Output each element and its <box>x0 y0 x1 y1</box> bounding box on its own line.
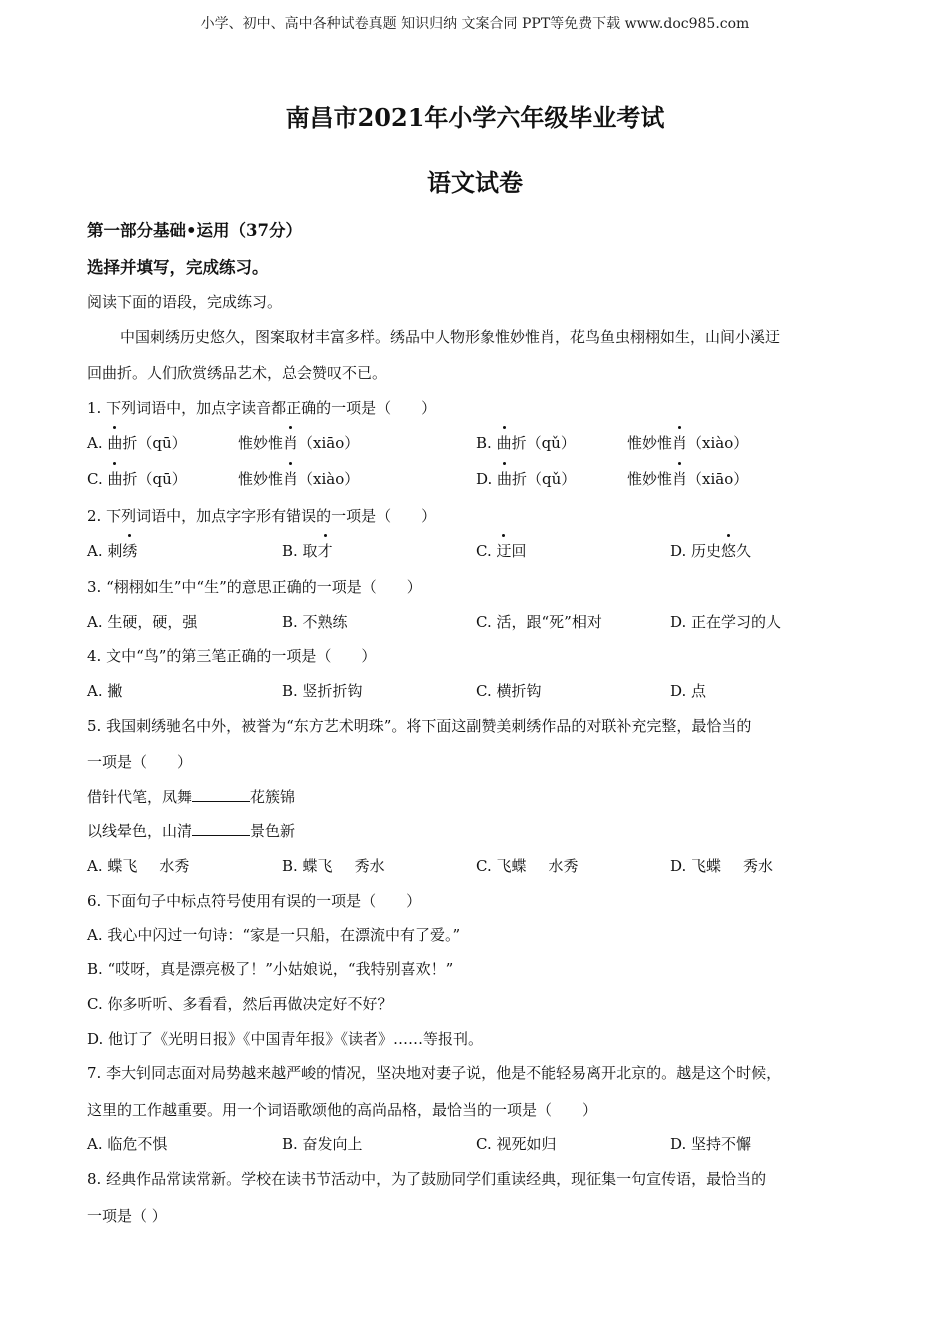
q6-option-d: D. 他订了《光明日报》《中国青年报》《读者》……等报刊。 <box>87 1030 484 1048</box>
couplet-2-end: 景色新 <box>250 822 296 840</box>
q1-d2-pinyin: （xiāo） <box>687 470 749 488</box>
question-7-stem-line-2: 这里的工作越重要。用一个词语歌颂他的高尚品格，最恰当的一项是（ ） <box>87 1101 598 1119</box>
q5-a-second: 水秀 <box>159 857 190 875</box>
q1-option-d <box>476 468 576 489</box>
q5-a-first: A. 蝶飞 <box>87 857 138 875</box>
section-instruction: 选择并填写，完成练习。 <box>87 258 269 277</box>
q1-option-b-word2 <box>627 432 748 453</box>
q2-b-dotted-char: 才 <box>317 542 333 560</box>
q5-option-d <box>670 855 773 876</box>
q5-option-c <box>476 855 579 876</box>
q5-d-second: 秀水 <box>743 857 774 875</box>
section-heading: 第一部分基础•运用（37分） <box>87 221 303 240</box>
q5-c-first: C. 飞蝶 <box>476 857 527 875</box>
q1-d2-dotted-char: 肖 <box>672 470 688 488</box>
q2-d-dotted-char: 悠 <box>721 542 737 560</box>
q1-d2-text: 惟妙惟 <box>627 470 673 488</box>
q1-a2-pinyin: （xiāo） <box>298 434 360 452</box>
q6-option-a: A. 我心中闪过一句诗：“家是一只船，在漂流中有了爱。” <box>87 926 461 944</box>
q1-c-label: C. <box>87 470 108 488</box>
q1-b-dotted-char: 曲 <box>496 434 512 452</box>
question-5-stem-line-2: 一项是（ ） <box>87 753 193 771</box>
q3-option-a: A. 生硬，硬，强 <box>87 613 198 631</box>
question-7-stem-line-1: 7. 李大钊同志面对局势越来越严峻的情况，坚决地对妻子说，他是不能轻易离开北京的。越是这个时候， <box>87 1064 782 1082</box>
q1-c2-dotted-char: 肖 <box>283 470 299 488</box>
question-6-stem: 6. 下面句子中标点符号使用有误的一项是（ ） <box>87 892 422 910</box>
couplet-1-end: 花簇锦 <box>250 788 296 806</box>
q2-option-b <box>282 540 333 561</box>
q5-option-b <box>282 855 385 876</box>
q2-c-dotted-char: 迂 <box>496 542 512 560</box>
couplet-1-start: 借针代笔，凤舞 <box>87 788 193 806</box>
q1-b2-dotted-char: 肖 <box>672 434 688 452</box>
q2-d-text: D. 历史 <box>670 542 722 560</box>
question-4-stem: 4. 文中“鸟”的第三笔正确的一项是（ ） <box>87 647 377 665</box>
q1-d-text: 折（qǔ） <box>512 470 577 488</box>
question-5-stem-line-1: 5. 我国刺绣驰名中外，被誉为“东方艺术明珠”。将下面这副赞美刺绣作品的对联补充完整，最恰当的 <box>87 717 752 735</box>
exam-subtitle: 语文试卷 <box>427 168 523 197</box>
q2-option-a <box>87 540 137 561</box>
q1-a-text: 折（qū） <box>122 434 187 452</box>
q3-option-d: D. 正在学习的人 <box>670 613 782 631</box>
q2-option-c <box>476 540 527 561</box>
q1-option-a-word2 <box>238 432 359 453</box>
couplet-2-blank <box>192 821 250 836</box>
q1-c-text: 折（qū） <box>122 470 187 488</box>
q1-a-label: A. <box>87 434 108 452</box>
q6-option-c: C. 你多听听、多看看，然后再做决定好不好？ <box>87 995 393 1013</box>
question-8-stem-line-2: 一项是（ ） <box>87 1207 167 1225</box>
q7-option-b: B. 奋发向上 <box>282 1135 363 1153</box>
q1-d-label: D. <box>476 470 498 488</box>
couplet-line-2 <box>87 820 295 841</box>
q1-c2-text: 惟妙惟 <box>238 470 284 488</box>
q5-option-a <box>87 855 189 876</box>
q1-b2-pinyin: （xiào） <box>687 434 749 452</box>
q3-option-b: B. 不熟练 <box>282 613 348 631</box>
q1-option-a <box>87 432 187 453</box>
question-8-stem-line-1: 8. 经典作品常读常新。学校在读书节活动中，为了鼓励同学们重读经典，现征集一句宣传语，最恰当的 <box>87 1170 767 1188</box>
reading-intro: 阅读下面的语段，完成练习。 <box>87 293 283 311</box>
question-1-stem: 1. 下列词语中，加点字读音都正确的一项是（ ） <box>87 399 437 417</box>
q2-c-label: C. <box>476 542 497 560</box>
q1-option-d-word2 <box>627 468 748 489</box>
q5-c-second: 水秀 <box>548 857 579 875</box>
q1-c2-pinyin: （xiào） <box>298 470 360 488</box>
q7-option-c: C. 视死如归 <box>476 1135 557 1153</box>
q3-option-c: C. 活，跟“死”相对 <box>476 613 602 631</box>
question-3-stem: 3. “栩栩如生”中“生”的意思正确的一项是（ ） <box>87 578 422 596</box>
passage-line-1: 中国刺绣历史悠久，图案取材丰富多样。绣品中人物形象惟妙惟肖，花鸟鱼虫栩栩如生，山间小溪迂 <box>120 328 781 346</box>
q2-a-dotted-char: 绣 <box>122 542 138 560</box>
q4-option-d: D. 点 <box>670 682 707 700</box>
q7-option-a: A. 临危不惧 <box>87 1135 168 1153</box>
q1-d-dotted-char: 曲 <box>497 470 513 488</box>
q2-c-text: 回 <box>511 542 527 560</box>
q1-b2-text: 惟妙惟 <box>627 434 673 452</box>
q2-a-text: A. 刺 <box>87 542 123 560</box>
page-header: 小学、初中、高中各种试卷真题 知识归纳 文案合同 PPT等免费下载 www.doc985.com <box>200 16 750 32</box>
q1-option-c <box>87 468 187 489</box>
couplet-2-start: 以线晕色，山清 <box>87 822 193 840</box>
q2-d-rest: 久 <box>736 542 752 560</box>
q1-a2-text: 惟妙惟 <box>238 434 284 452</box>
q1-a-dotted-char: 曲 <box>107 434 123 452</box>
q2-option-d <box>670 540 751 561</box>
q4-option-b: B. 竖折折钩 <box>282 682 363 700</box>
question-2-stem: 2. 下列词语中，加点字字形有错误的一项是（ ） <box>87 507 437 525</box>
q1-option-c-word2 <box>238 468 359 489</box>
couplet-1-blank <box>192 787 250 802</box>
q4-option-c: C. 横折钩 <box>476 682 542 700</box>
q1-a2-dotted-char: 肖 <box>283 434 299 452</box>
q1-b-text: 折（qǔ） <box>511 434 576 452</box>
q4-option-a: A. 撇 <box>87 682 123 700</box>
q6-option-b: B. “哎呀，真是漂亮极了！”小姑娘说，“我特别喜欢！” <box>87 960 454 978</box>
q1-option-b <box>476 432 576 453</box>
passage-line-2: 回曲折。人们欣赏绣品艺术，总会赞叹不已。 <box>87 364 388 382</box>
q5-b-second: 秀水 <box>354 857 385 875</box>
q1-b-label: B. <box>476 434 497 452</box>
exam-title: 南昌市2021年小学六年级毕业考试 <box>285 103 665 132</box>
q5-b-first: B. 蝶飞 <box>282 857 333 875</box>
q7-option-d: D. 坚持不懈 <box>670 1135 752 1153</box>
q2-b-text: B. 取 <box>282 542 318 560</box>
q5-d-first: D. 飞蝶 <box>670 857 722 875</box>
couplet-line-1 <box>87 786 295 807</box>
q1-c-dotted-char: 曲 <box>107 470 123 488</box>
